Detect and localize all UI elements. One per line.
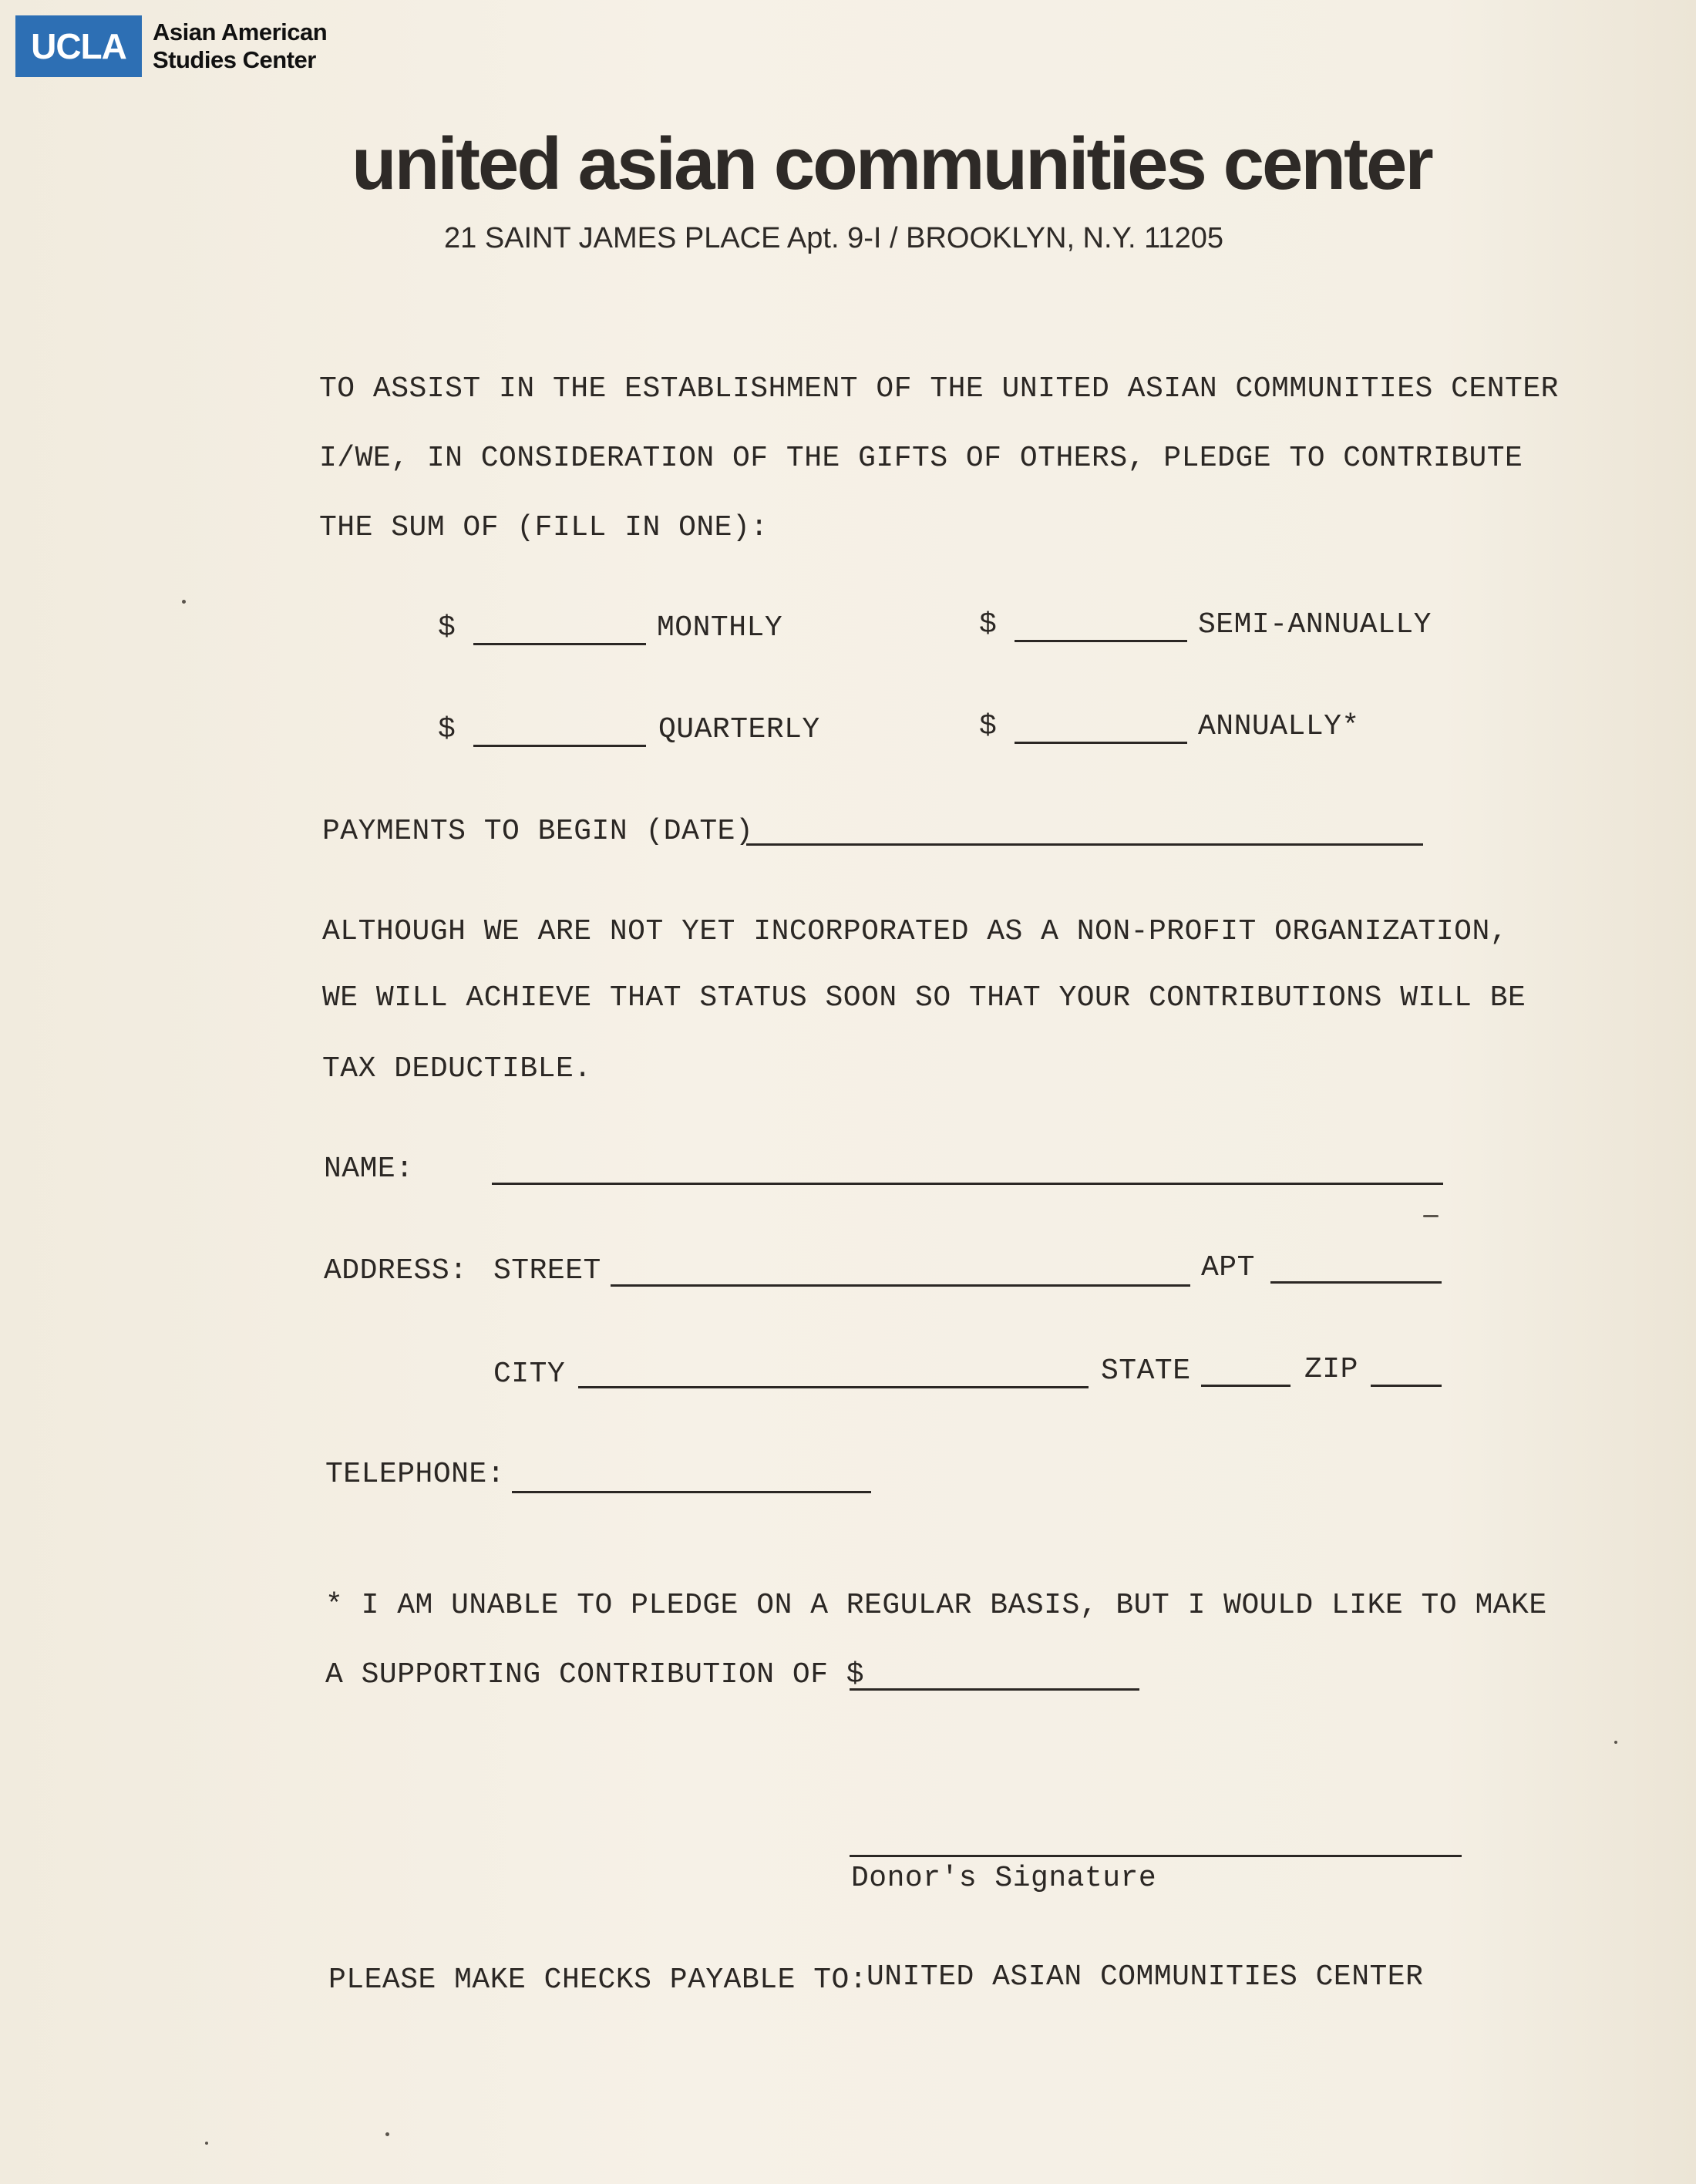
monthly-currency: $ bbox=[438, 611, 456, 644]
paper-speck bbox=[1614, 1741, 1617, 1744]
checks-payable-label: PLEASE MAKE CHECKS PAYABLE TO: bbox=[328, 1964, 868, 1997]
center-name-line1: Asian American bbox=[153, 19, 328, 45]
state-label: STATE bbox=[1101, 1354, 1191, 1388]
center-name bbox=[153, 19, 327, 74]
checks-payee: UNITED ASIAN COMMUNITIES CENTER bbox=[867, 1960, 1424, 1994]
telephone-field-line[interactable] bbox=[512, 1491, 871, 1493]
semi-annual-amount-line[interactable] bbox=[1015, 640, 1187, 642]
annual-currency: $ bbox=[979, 710, 998, 743]
name-field-line[interactable] bbox=[492, 1183, 1443, 1185]
quarterly-currency: $ bbox=[438, 713, 456, 746]
supporting-amount-line[interactable] bbox=[850, 1688, 1139, 1691]
intro-line-3: THE SUM OF (FILL IN ONE): bbox=[319, 511, 769, 544]
telephone-label: TELEPHONE: bbox=[325, 1458, 506, 1491]
name-label: NAME: bbox=[324, 1153, 414, 1186]
monthly-amount-line[interactable] bbox=[473, 643, 646, 645]
notice-line-2: WE WILL ACHIEVE THAT STATUS SOON SO THAT YOUR CONTRIBUTIONS WILL BE bbox=[322, 981, 1526, 1015]
zip-field-line[interactable] bbox=[1371, 1385, 1442, 1387]
paper-speck bbox=[205, 2142, 208, 2145]
apt-field-line[interactable] bbox=[1270, 1281, 1442, 1284]
zip-label: ZIP bbox=[1304, 1353, 1358, 1386]
payments-begin-label: PAYMENTS TO BEGIN (DATE) bbox=[322, 815, 754, 848]
payments-begin-date-line[interactable] bbox=[746, 843, 1423, 846]
semi-annual-currency: $ bbox=[979, 608, 998, 641]
semi-annual-label: SEMI-ANNUALLY bbox=[1198, 608, 1432, 641]
address-label: ADDRESS: bbox=[324, 1254, 468, 1287]
annual-amount-line[interactable] bbox=[1015, 742, 1187, 744]
quarterly-label: QUARTERLY bbox=[658, 713, 820, 746]
center-name-line2: Studies Center bbox=[153, 46, 316, 73]
notice-line-3: TAX DEDUCTIBLE. bbox=[322, 1052, 592, 1085]
monthly-label: MONTHLY bbox=[657, 611, 783, 644]
paper-speck bbox=[182, 600, 186, 604]
organization-address: 21 SAINT JAMES PLACE Apt. 9-I / BROOKLYN, N.Y. 11205 bbox=[444, 222, 1223, 254]
annual-label: ANNUALLY* bbox=[1198, 710, 1360, 743]
supporting-line-2: A SUPPORTING CONTRIBUTION OF $ bbox=[325, 1658, 865, 1691]
notice-line-1: ALTHOUGH WE ARE NOT YET INCORPORATED AS A NON-PROFIT ORGANIZATION, bbox=[322, 915, 1509, 948]
city-field-line[interactable] bbox=[578, 1386, 1089, 1388]
intro-line-1: TO ASSIST IN THE ESTABLISHMENT OF THE UNITED ASIAN COMMUNITIES CENTER bbox=[319, 372, 1559, 406]
state-field-line[interactable] bbox=[1201, 1385, 1291, 1387]
ucla-logo-badge: UCLA bbox=[15, 15, 142, 77]
paper-speck bbox=[385, 2132, 389, 2136]
city-label: CITY bbox=[493, 1358, 566, 1391]
intro-line-2: I/WE, IN CONSIDERATION OF THE GIFTS OF OTHERS, PLEDGE TO CONTRIBUTE bbox=[319, 442, 1523, 475]
street-label: STREET bbox=[493, 1254, 601, 1287]
signature-label: Donor's Signature bbox=[851, 1862, 1157, 1895]
apt-label: APT bbox=[1201, 1251, 1255, 1284]
quarterly-amount-line[interactable] bbox=[473, 745, 646, 747]
organization-title: united asian communities center bbox=[352, 123, 1432, 205]
street-field-line[interactable] bbox=[611, 1284, 1190, 1287]
paper-mark bbox=[1423, 1215, 1439, 1217]
supporting-line-1: * I AM UNABLE TO PLEDGE ON A REGULAR BASIS, BUT I WOULD LIKE TO MAKE bbox=[325, 1589, 1547, 1622]
signature-line[interactable] bbox=[850, 1855, 1462, 1857]
